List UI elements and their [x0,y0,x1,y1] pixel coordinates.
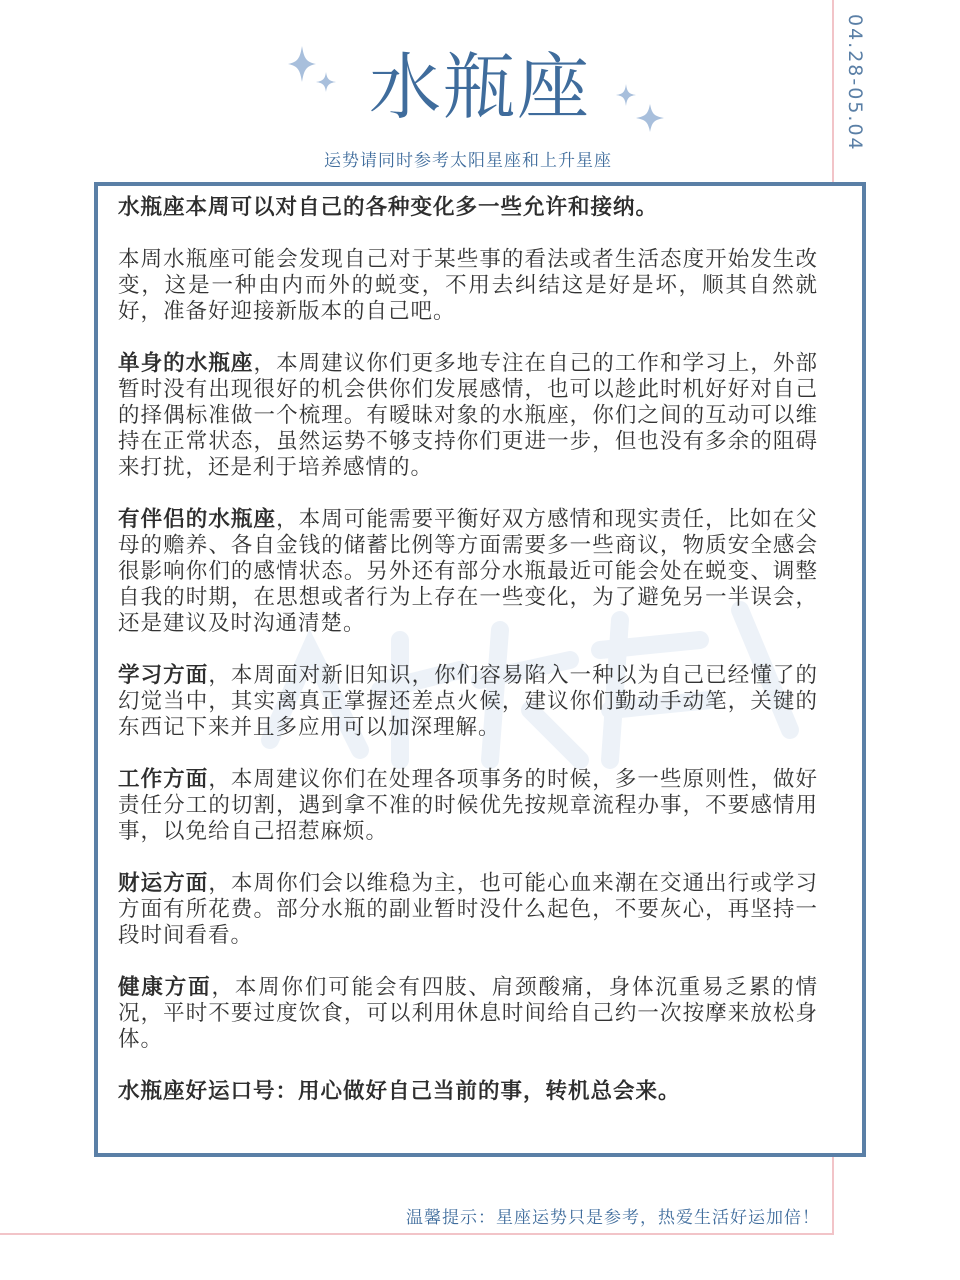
date-range: 04.28-05.04 [844,14,866,152]
intro-text: 水瓶座本周可以对自己的各种变化多一些允许和接纳。 [118,195,659,220]
health-label: 健康方面 [118,975,212,1000]
overview-paragraph: 本周水瓶座可能会发现自己对于某些事的看法或者生活态度开始发生改变，这是一种由内而外的蜕变，不用去纠结这是好是坏，顺其自然就好，准备好迎接新版本的自己吧。 [118,247,818,324]
work-paragraph [118,767,818,845]
wealth-label: 财运方面 [118,871,209,896]
title-area [0,30,960,140]
study-paragraph [118,663,818,741]
subtitle: 运势请同时参考太阳星座和上升星座 [324,151,612,171]
sparkle-icon [612,80,668,136]
work-text: ，本周建议你们在处理各项事务的时候，多一些原则性，做好责任分工的切割，遇到拿不准的时候优先按规章流程办事，不要感情用事，以免给自己招惹麻烦。 [118,767,818,844]
wealth-text: ，本周你们会以维稳为主，也可能心血来潮在交通出行或学习方面有所花费。部分水瓶的副业暂时没什么起色，不要灰心，再坚持一段时间看看。 [118,871,818,948]
partnered-label: 有伴侣的水瓶座 [118,507,277,532]
slogan-text: 水瓶座好运口号：用心做好自己当前的事，转机总会来。 [118,1079,681,1104]
slogan-paragraph [118,1079,818,1105]
pink-horizontal-line [0,1233,834,1235]
health-paragraph [118,975,818,1053]
page-title: 水瓶座 [368,45,591,129]
single-paragraph [118,351,818,481]
single-text: ，本周建议你们更多地专注在自己的工作和学习上，外部暂时没有出现很好的机会供你们发展感情，也可以趁此时机好好对自己的择偶标准做一个梳理。有暧昧对象的水瓶座，你们之间的互动可以维持在正常状态，虽然运势不够支持你们更进一步，但也没有多余的阻碍来打扰，还是利于培养感情的。 [118,351,818,480]
sparkle-icon [284,42,344,102]
footer-tip: 温馨提示：星座运势只是参考，热爱生活好运加倍！ [406,1208,820,1228]
horoscope-content [118,195,818,1131]
partnered-text: ，本周可能需要平衡好双方感情和现实责任，比如在父母的赡养、各自金钱的储蓄比例等方面需要多一些商议，物质安全感会很影响你们的感情状态。另外还有部分水瓶最近可能会处在蜕变、调整自我的时期，在思想或者行为上存在一些变化，为了避免另一半误会，还是建议及时沟通清楚。 [118,507,818,636]
study-label: 学习方面 [118,663,209,688]
intro-paragraph [118,195,818,221]
study-text: ，本周面对新旧知识，你们容易陷入一种以为自己已经懂了的幻觉当中，其实离真正掌握还差点火候，建议你们勤动手动笔，关键的东西记下来并且多应用可以加深理解。 [118,663,818,740]
partnered-paragraph [118,507,818,637]
wealth-paragraph [118,871,818,949]
health-text: ，本周你们可能会有四肢、肩颈酸痛，身体沉重易乏累的情况，平时不要过度饮食，可以利用休息时间给自己约一次按摩来放松身体。 [118,975,818,1052]
single-label: 单身的水瓶座 [118,351,254,376]
work-label: 工作方面 [118,767,209,792]
